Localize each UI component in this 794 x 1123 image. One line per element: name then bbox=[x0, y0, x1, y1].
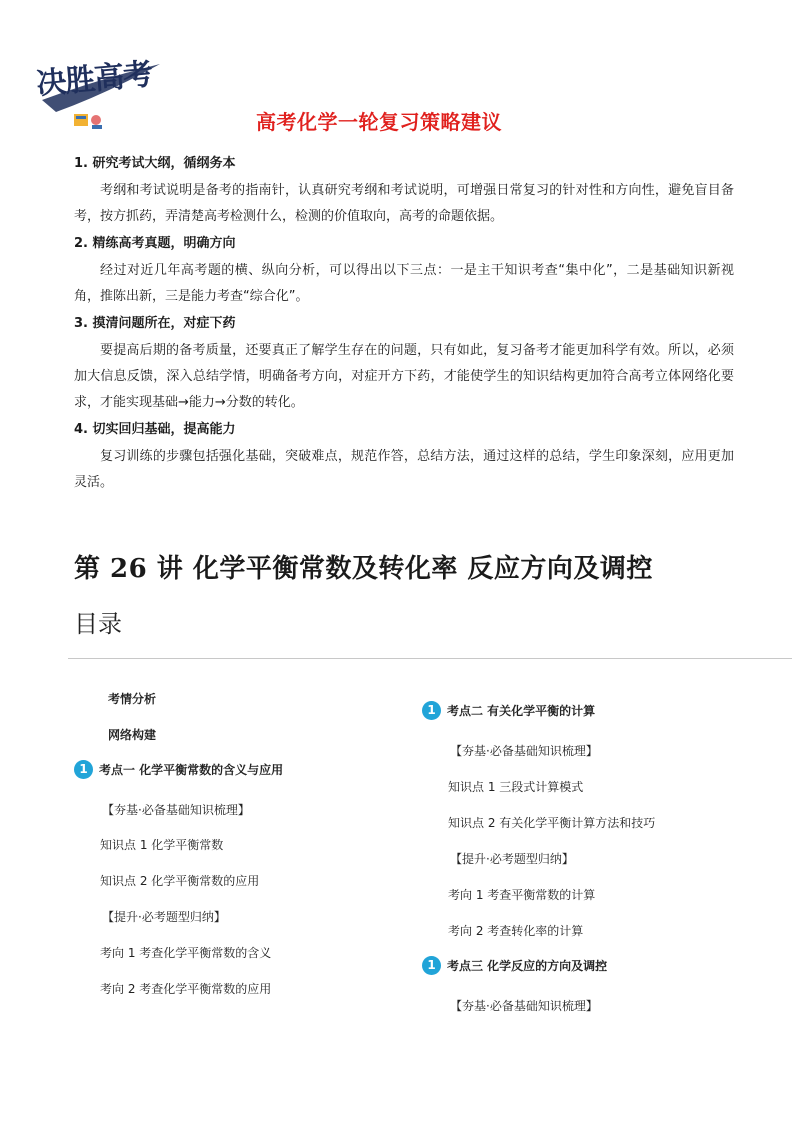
number-one-icon: 1 bbox=[74, 760, 93, 779]
intro-paragraph-1: 考纲和考试说明是备考的指南针，认真研究考纲和考试说明，可增强日常复习的针对性和方向性，避免盲目备考，按方抓药，弄清楚高考检测什么，检测的价值取向，高考的命题依据。 bbox=[74, 183, 734, 224]
toc-item-point-3[interactable] bbox=[422, 956, 607, 975]
number-one-icon: 1 bbox=[422, 956, 441, 975]
toc-item-knowledge-1-2[interactable]: 知识点 2 化学平衡常数的应用 bbox=[100, 874, 260, 888]
number-one-icon: 1 bbox=[422, 701, 441, 720]
toc-item-improve-1[interactable]: 【提升·必考题型归纳】 bbox=[102, 910, 226, 924]
toc-item-label: 考点三 化学反应的方向及调控 bbox=[447, 959, 608, 973]
header-title: 高考化学一轮复习策略建议 bbox=[256, 110, 502, 134]
toc-item-network[interactable]: 网络构建 bbox=[108, 728, 157, 742]
toc-item-basics-1[interactable]: 【夯基·必备基础知识梳理】 bbox=[102, 803, 250, 817]
toc-divider bbox=[68, 658, 792, 659]
toc-item-knowledge-1-1[interactable]: 知识点 1 化学平衡常数 bbox=[100, 838, 224, 852]
toc-item-direction-1-2[interactable]: 考向 2 考查化学平衡常数的应用 bbox=[100, 982, 272, 996]
intro-paragraph-3: 要提高后期的备考质量，还要真正了解学生存在的问题，只有如此，复习备考才能更加科学有效。所以，必须加大信息反馈，深入总结学情，明确备考方向，对症开方下药，才能使学生的知识结构更加符合高考立体网络化要求，才能实现基础→能力→分数的转化。 bbox=[74, 343, 734, 410]
toc-item-direction-2-2[interactable]: 考向 2 考查转化率的计算 bbox=[448, 924, 584, 938]
logo-text: 决胜高考 bbox=[35, 56, 154, 102]
toc-item-point-1[interactable] bbox=[74, 760, 283, 779]
toc-item-label: 考点二 有关化学平衡的计算 bbox=[447, 704, 596, 718]
intro-paragraph-2: 经过对近几年高考题的横、纵向分析，可以得出以下三点：一是主干知识考查“集中化”，二是基础知识新视角，推陈出新，三是能力考查“综合化”。 bbox=[74, 263, 734, 304]
toc-item-basics-2[interactable]: 【夯基·必备基础知识梳理】 bbox=[450, 744, 598, 758]
intro-heading-4: 4. 切实回归基础，提高能力 bbox=[74, 422, 236, 437]
logo bbox=[36, 50, 166, 134]
toc-item-point-2[interactable] bbox=[422, 701, 595, 720]
toc-item-label: 考点一 化学平衡常数的含义与应用 bbox=[99, 763, 284, 777]
toc-item-knowledge-2-1[interactable]: 知识点 1 三段式计算模式 bbox=[448, 780, 584, 794]
intro-paragraph-4: 复习训练的步骤包括强化基础，突破难点，规范作答，总结方法，通过这样的总结，学生印象深刻，应用更加灵活。 bbox=[74, 449, 734, 490]
toc-heading: 目录 bbox=[74, 610, 122, 638]
lecture-title: 第 26 讲 化学平衡常数及转化率 反应方向及调控 bbox=[74, 554, 653, 584]
toc-item-direction-1-1[interactable]: 考向 1 考查化学平衡常数的含义 bbox=[100, 946, 272, 960]
toc-item-improve-2[interactable]: 【提升·必考题型归纳】 bbox=[450, 852, 574, 866]
intro-section bbox=[74, 150, 734, 496]
toc-item-knowledge-2-2[interactable]: 知识点 2 有关化学平衡计算方法和技巧 bbox=[448, 816, 656, 830]
toc-item-direction-2-1[interactable]: 考向 1 考查平衡常数的计算 bbox=[448, 888, 596, 902]
intro-heading-3: 3. 摸清问题所在，对症下药 bbox=[74, 316, 236, 331]
intro-heading-2: 2. 精练高考真题，明确方向 bbox=[74, 236, 236, 251]
toc-item-exam-analysis[interactable]: 考情分析 bbox=[108, 692, 157, 706]
intro-heading-1: 1. 研究考试大纲，循纲务本 bbox=[74, 156, 236, 171]
toc-item-basics-3[interactable]: 【夯基·必备基础知识梳理】 bbox=[450, 999, 598, 1013]
